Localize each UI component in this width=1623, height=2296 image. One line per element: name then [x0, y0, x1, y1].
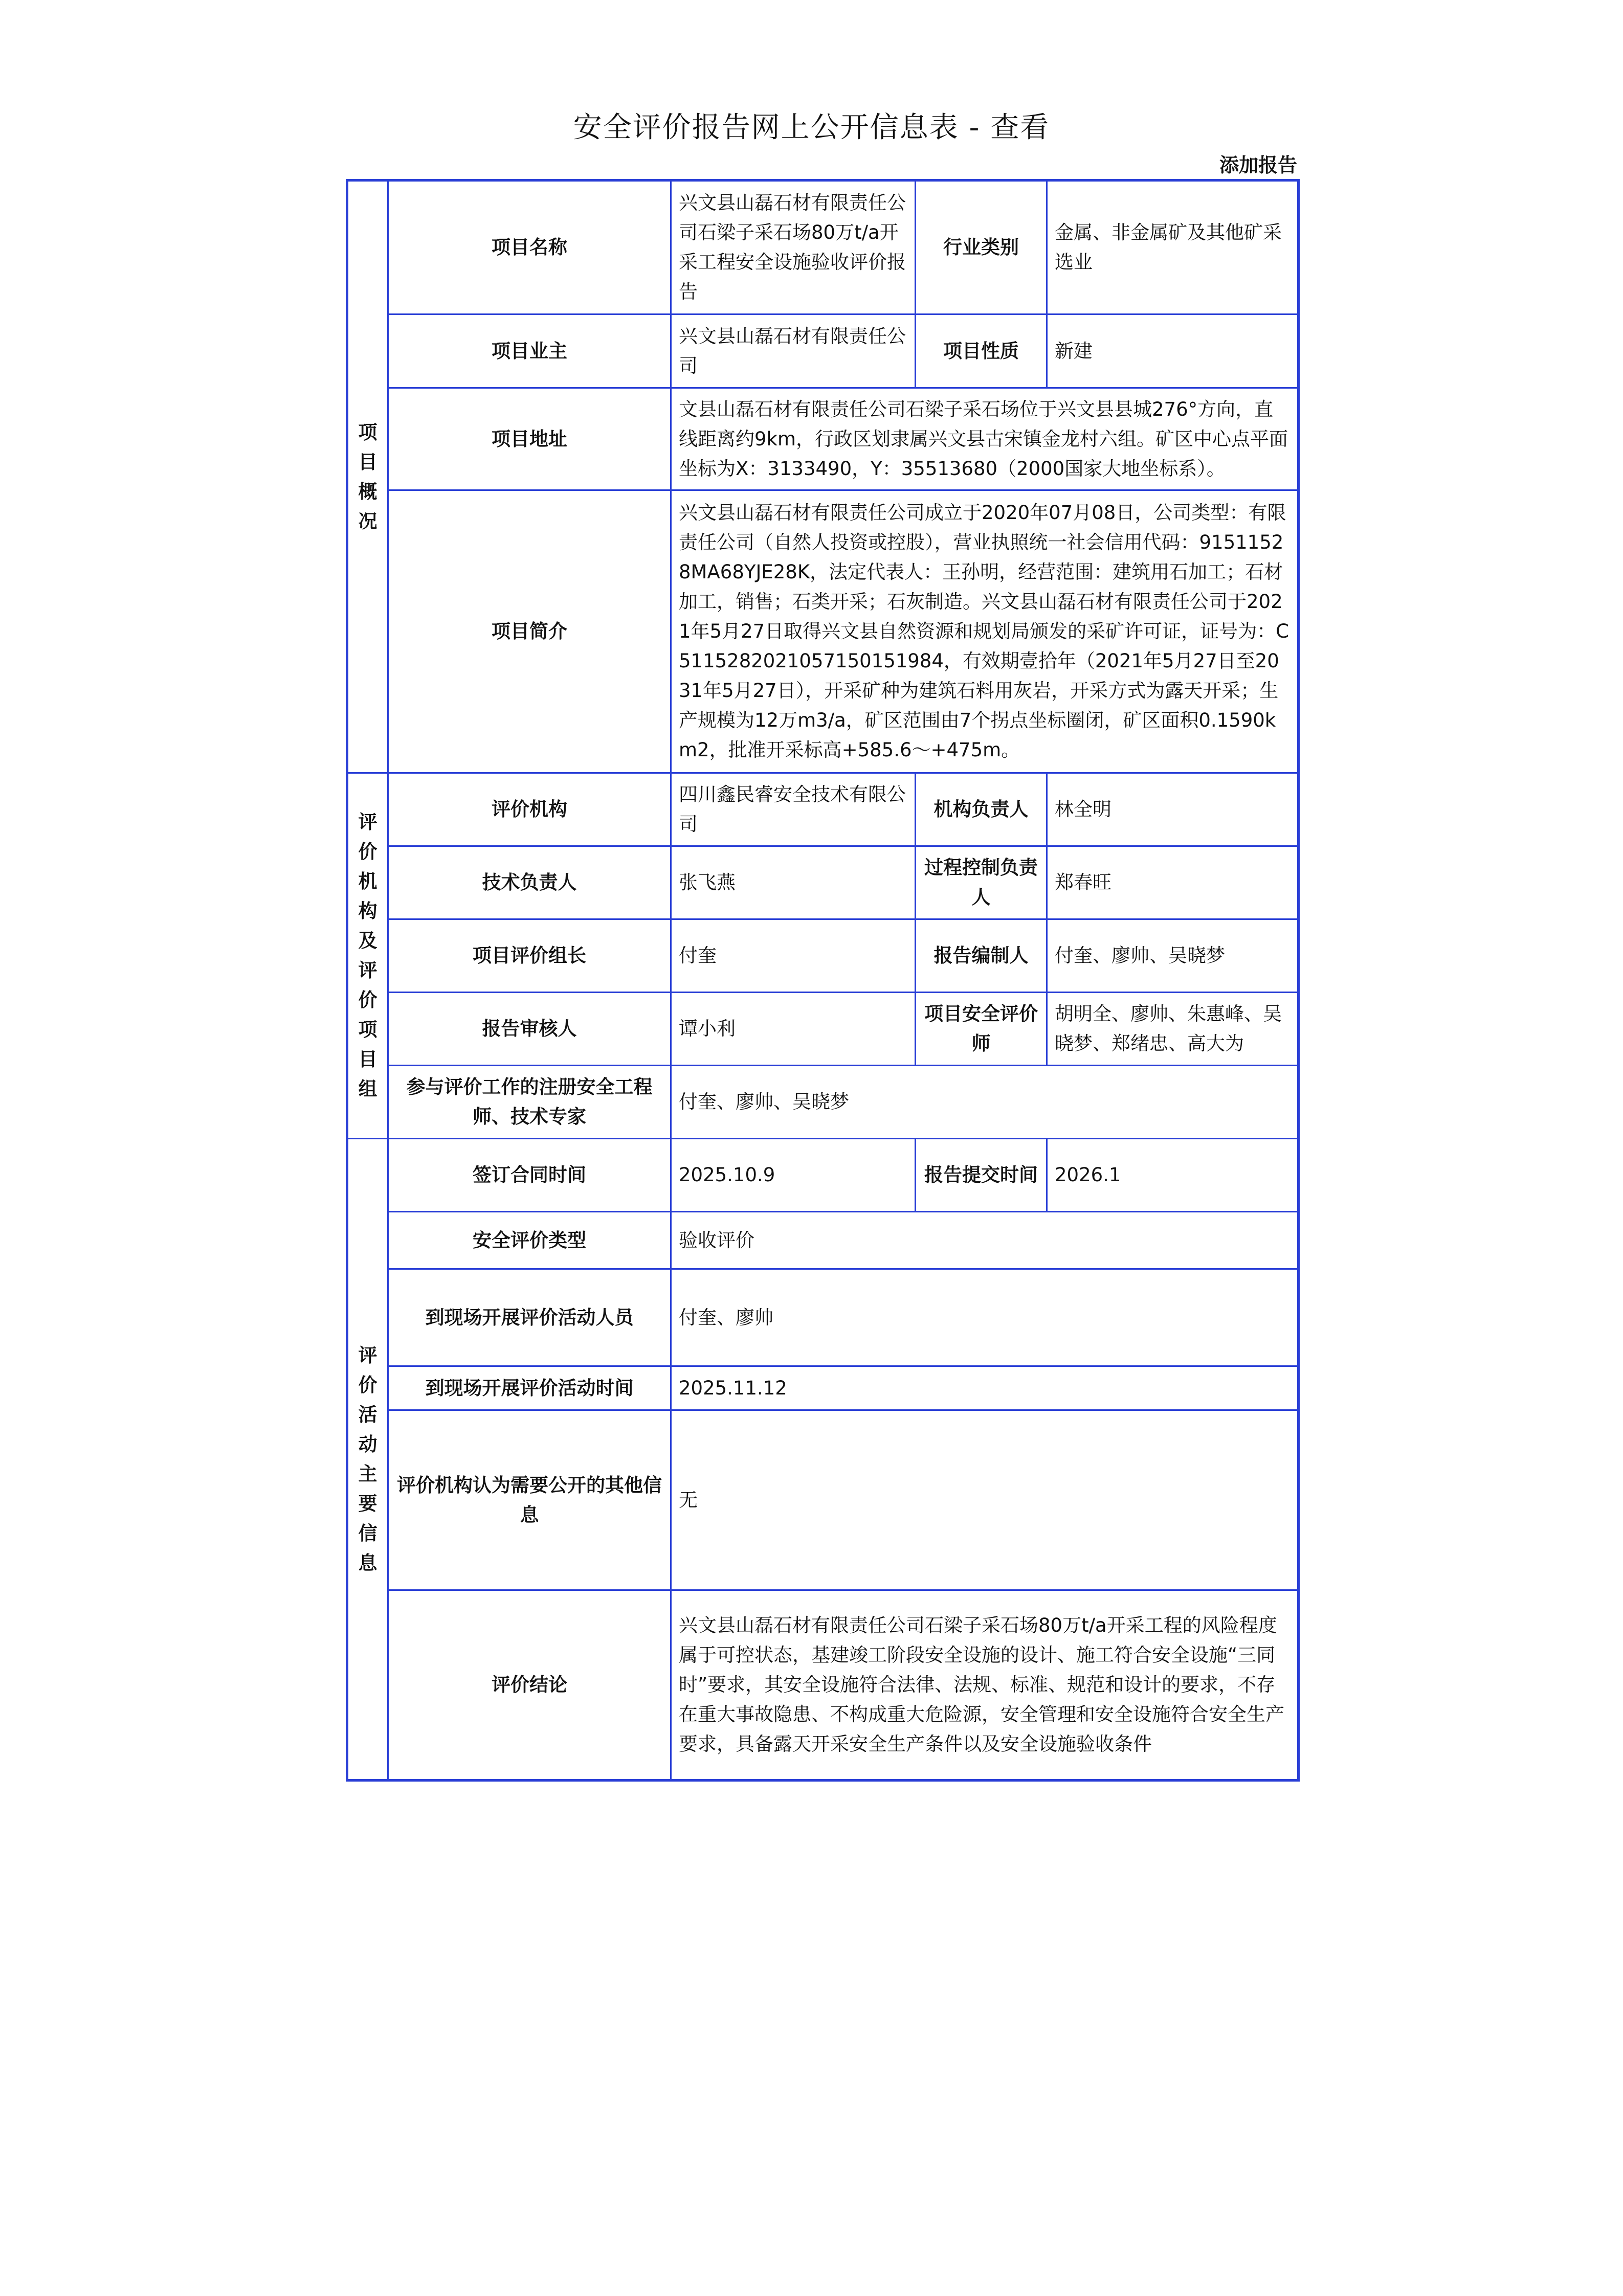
team-leader-value: 付奎 — [671, 919, 916, 993]
section-label-activity: 评 价 活 动 主 要 信 息 — [347, 1139, 388, 1781]
table-row — [347, 1066, 1299, 1139]
table-row — [347, 388, 1299, 490]
assessment-type-value: 验收评价 — [671, 1212, 1299, 1269]
safety-assessor-value: 胡明全、廖帅、朱惠峰、吴晓梦、郑绪忠、高大为 — [1047, 993, 1299, 1066]
report-reviewer-value: 谭小利 — [671, 993, 916, 1066]
project-name-value: 兴文县山磊石材有限责任公司石梁子采石场80万t/a开采工程安全设施验收评价报告 — [671, 181, 916, 314]
table-row — [347, 1366, 1299, 1410]
onsite-time-value: 2025.11.12 — [671, 1366, 1299, 1410]
info-table — [346, 179, 1300, 1782]
process-head-value: 郑春旺 — [1047, 846, 1299, 919]
contract-date-label: 签订合同时间 — [388, 1139, 671, 1212]
table-row — [347, 773, 1299, 846]
onsite-people-value: 付奎、廖帅 — [671, 1269, 1299, 1366]
table-row — [347, 1410, 1299, 1590]
table-row — [347, 846, 1299, 919]
section-label-org: 评 价 机 构 及 评 价 项 目 组 — [347, 773, 388, 1139]
address-value: 文县山磊石材有限责任公司石梁子采石场位于兴文县县城276°方向，直线距离约9km，行政区划隶属兴文县古宋镇金龙村六组。矿区中心点平面坐标为X：3133490，Y：35513680（2000国家大地坐标系）。 — [671, 388, 1299, 490]
report-reviewer-label: 报告审核人 — [388, 993, 671, 1066]
agency-head-label: 机构负责人 — [916, 773, 1047, 846]
nature-value: 新建 — [1047, 314, 1299, 388]
tech-head-value: 张飞燕 — [671, 846, 916, 919]
table-row — [347, 1590, 1299, 1781]
other-info-value: 无 — [671, 1410, 1299, 1590]
agency-head-value: 林全明 — [1047, 773, 1299, 846]
nature-label: 项目性质 — [916, 314, 1047, 388]
submit-date-label: 报告提交时间 — [916, 1139, 1047, 1212]
submit-date-value: 2026.1 — [1047, 1139, 1299, 1212]
report-writer-value: 付奎、廖帅、吴晓梦 — [1047, 919, 1299, 993]
table-row — [347, 490, 1299, 773]
industry-value: 金属、非金属矿及其他矿采选业 — [1047, 181, 1299, 314]
team-leader-label: 项目评价组长 — [388, 919, 671, 993]
onsite-time-label: 到现场开展评价活动时间 — [388, 1366, 671, 1410]
table-row — [347, 181, 1299, 314]
project-name-label: 项目名称 — [388, 181, 671, 314]
agency-value: 四川鑫民睿安全技术有限公司 — [671, 773, 916, 846]
industry-label: 行业类别 — [916, 181, 1047, 314]
other-info-label: 评价机构认为需要公开的其他信息 — [388, 1410, 671, 1590]
process-head-label: 过程控制负责人 — [916, 846, 1047, 919]
onsite-people-label: 到现场开展评价活动人员 — [388, 1269, 671, 1366]
table-row — [347, 314, 1299, 388]
safety-assessor-label: 项目安全评价师 — [916, 993, 1047, 1066]
owner-label: 项目业主 — [388, 314, 671, 388]
report-writer-label: 报告编制人 — [916, 919, 1047, 993]
tech-head-label: 技术负责人 — [388, 846, 671, 919]
address-label: 项目地址 — [388, 388, 671, 490]
section-label-overview: 项 目 概 况 — [347, 181, 388, 773]
owner-value: 兴文县山磊石材有限责任公司 — [671, 314, 916, 388]
table-row — [347, 919, 1299, 993]
table-row — [347, 993, 1299, 1066]
page-title: 安全评价报告网上公开信息表 - 查看 — [573, 111, 1050, 144]
add-report-link[interactable]: 添加报告 — [1219, 154, 1297, 176]
table-row — [347, 1212, 1299, 1269]
intro-label: 项目简介 — [388, 490, 671, 773]
conclusion-label: 评价结论 — [388, 1590, 671, 1781]
agency-label: 评价机构 — [388, 773, 671, 846]
table-row — [347, 1269, 1299, 1366]
experts-label: 参与评价工作的注册安全工程师、技术专家 — [388, 1066, 671, 1139]
intro-value: 兴文县山磊石材有限责任公司成立于2020年07月08日，公司类型：有限责任公司（自然人投资或控股），营业执照统一社会信用代码：91511528MA68YJE28K，法定代表人：王孙明，经营范围：建筑用石加工；石材加工，销售；石类开采；石灰制造。兴文县山磊石材有限责任公司于2021年5月27日取得兴文县自然资源和规划局颁发的采矿许可证，证号为：C5115282021057150151984，有效期壹拾年（2021年5月27日至2031年5月27日），开采矿种为建筑石料用灰岩，开采方式为露天开采；生产规模为12万m3/a，矿区范围由7个拐点坐标圈闭，矿区面积0.1590km2，批准开采标高+585.6～+475m。 — [671, 490, 1299, 773]
contract-date-value: 2025.10.9 — [671, 1139, 916, 1212]
conclusion-value: 兴文县山磊石材有限责任公司石梁子采石场80万t/a开采工程的风险程度属于可控状态，基建竣工阶段安全设施的设计、施工符合安全设施“三同时”要求，其安全设施符合法律、法规、标准、规范和设计的要求，不存在重大事故隐患、不构成重大危险源，安全管理和安全设施符合安全生产要求，具备露天开采安全生产条件以及安全设施验收条件 — [671, 1590, 1299, 1781]
assessment-type-label: 安全评价类型 — [388, 1212, 671, 1269]
table-row — [347, 1139, 1299, 1212]
experts-value: 付奎、廖帅、吴晓梦 — [671, 1066, 1299, 1139]
